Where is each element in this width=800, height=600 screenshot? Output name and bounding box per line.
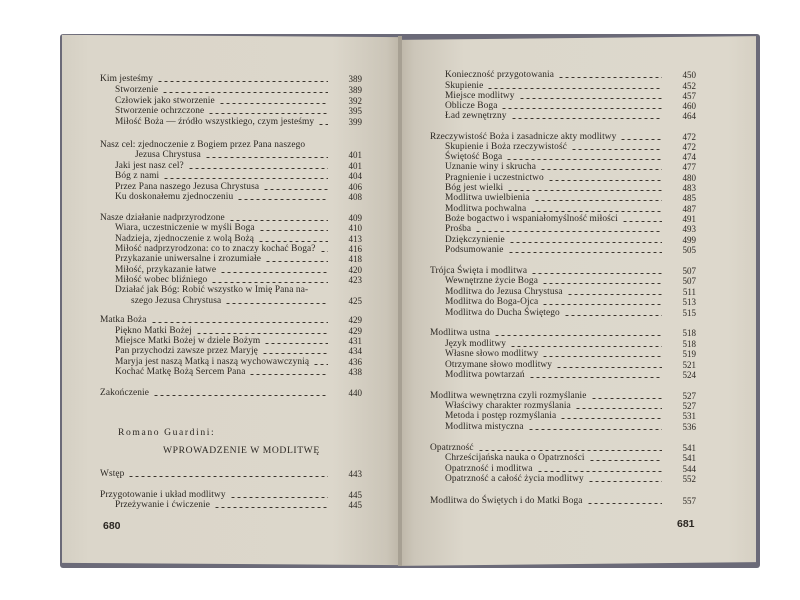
toc-entry: [115, 171, 159, 181]
toc-page-number: 505: [682, 245, 696, 255]
dot-leader: [564, 315, 662, 316]
toc-page-number: 429: [348, 326, 362, 336]
dot-leader: [542, 356, 662, 357]
toc-entry-title: Modlitwa mistyczna: [445, 422, 524, 432]
toc-page-number: 438: [348, 367, 362, 377]
toc-entry-title: Wiara, uczestniczenie w myśli Boga: [115, 223, 255, 233]
toc-entry-title: Miłość Boża — źródło wszystkiego, czym jesteśmy: [115, 117, 315, 127]
toc-page-number: 521: [682, 360, 696, 370]
toc-page-number: 406: [348, 182, 362, 192]
dot-leader: [214, 507, 328, 508]
toc-entry-title: Modlitwa powtarzań: [445, 370, 525, 380]
toc-entry: [445, 235, 505, 245]
toc-entry: [445, 401, 571, 411]
dot-leader: [588, 481, 662, 482]
dot-leader: [560, 418, 662, 419]
dot-leader: [509, 242, 662, 243]
toc-entry-title: Piękno Matki Bożej: [115, 326, 192, 336]
toc-entry-title: Język modlitwy: [445, 339, 507, 349]
toc-entry: [430, 328, 490, 338]
toc-entry-title: Prośba: [445, 224, 472, 234]
book-gutter: [398, 36, 402, 566]
toc-page-number: 499: [682, 235, 696, 245]
toc-page-number: 401: [348, 150, 362, 160]
dot-leader: [622, 221, 662, 222]
right-page-number: 681: [677, 518, 695, 530]
toc-entry: [445, 308, 560, 318]
toc-entry-title: Rzeczywistość Boża i zasadnicze akty modlitwy: [430, 132, 617, 142]
toc-entry: [445, 142, 567, 152]
dot-leader: [219, 103, 328, 104]
toc-entry-title: Bóg z nami: [115, 171, 160, 181]
dot-leader: [591, 398, 662, 399]
toc-page-number: 389: [348, 74, 362, 84]
dot-leader: [530, 211, 662, 212]
toc-entry-title: Bóg jest wielki: [445, 183, 504, 193]
dot-leader: [318, 124, 328, 125]
dot-leader: [556, 367, 662, 368]
toc-entry: [445, 287, 563, 297]
dot-leader: [534, 200, 662, 201]
dot-leader: [128, 476, 328, 477]
toc-entry: [115, 85, 158, 95]
dot-leader: [265, 261, 328, 262]
toc-entry: [115, 117, 314, 127]
dot-leader: [196, 333, 328, 334]
dot-leader: [225, 303, 328, 304]
dot-leader: [571, 149, 662, 150]
toc-page-number: 531: [682, 411, 696, 421]
dot-leader: [589, 460, 662, 461]
toc-entry-title: Uznanie winy i skrucha: [445, 162, 536, 172]
toc-entry-title: Modlitwa do Świętych i do Matki Boga: [430, 496, 583, 506]
toc-page-number: 524: [682, 370, 696, 380]
toc-page-number: 480: [682, 173, 696, 183]
toc-page-number: 527: [682, 401, 696, 411]
dot-leader: [205, 157, 328, 158]
toc-entry: [115, 223, 255, 233]
toc-entry-title: Jaki jest nasz cel?: [115, 161, 184, 171]
toc-entry: [445, 70, 554, 80]
dot-leader: [548, 180, 662, 181]
dot-leader: [153, 395, 328, 396]
toc-page-number: 452: [682, 81, 696, 91]
toc-entry-title: Oblicze Boga: [445, 101, 498, 111]
toc-entry: [115, 161, 184, 171]
toc-entry: [115, 357, 309, 367]
dot-leader: [475, 231, 662, 232]
toc-entry: [115, 192, 233, 202]
toc-page-number: 401: [348, 161, 362, 171]
toc-page-number: 519: [682, 349, 696, 359]
toc-entry: [445, 224, 471, 234]
toc-entry-title: Modlitwa do Ducha Świętego: [445, 308, 560, 318]
toc-page-number: 491: [682, 214, 696, 224]
toc-entry: [445, 297, 538, 307]
toc-entry: [445, 349, 538, 359]
toc-page-number: 518: [682, 339, 696, 349]
dot-leader: [487, 88, 662, 89]
toc-entry-title: Pan przychodzi zawsze przez Maryję: [115, 346, 258, 356]
toc-page-number: 485: [682, 193, 696, 203]
toc-entry-title: Chrześcijańska nauka o Opatrzności: [445, 453, 585, 463]
toc-entry: [445, 411, 556, 421]
dot-leader: [540, 169, 662, 170]
toc-entry: [445, 193, 530, 203]
toc-page-number: 557: [682, 496, 696, 506]
toc-entry: [445, 183, 503, 193]
toc-page-number: 418: [348, 254, 362, 264]
toc-entry-title: Nadzieja, zjednoczenie z wolą Bożą: [115, 234, 255, 244]
toc-entry-title: Trójca Święta i modlitwa: [430, 266, 528, 276]
dot-leader: [558, 77, 662, 78]
toc-page-number: 440: [348, 388, 362, 398]
toc-page-number: 483: [682, 183, 696, 193]
toc-entry-title: Stworzenie: [115, 85, 159, 95]
dot-leader: [507, 190, 662, 191]
dot-leader: [531, 273, 662, 274]
dot-leader: [542, 304, 662, 305]
toc-page-number: 389: [348, 85, 362, 95]
toc-page-number: 544: [682, 464, 696, 474]
toc-entry-title: Przez Pana naszego Jezusa Chrystusa: [115, 182, 260, 192]
toc-entry-title: Skupienie i Boża rzeczywistość: [445, 142, 567, 152]
dot-leader: [211, 282, 328, 283]
toc-entry-title: Miłość wobec bliźniego: [115, 275, 208, 285]
toc-page-number: 493: [682, 224, 696, 234]
toc-entry-title: Modlitwa do Boga-Ojca: [445, 297, 539, 307]
toc-entry: [445, 214, 618, 224]
toc-entry: [445, 370, 525, 380]
dot-leader: [528, 429, 662, 430]
toc-entry-title: Modlitwa pochwalna: [445, 204, 527, 214]
toc-entry: [115, 96, 215, 106]
toc-entry: [115, 346, 258, 356]
toc-entry-title: Wewnętrzne życie Boga: [445, 276, 538, 286]
toc-entry-title: Maryja jest naszą Matką i naszą wychowawczynią: [115, 357, 310, 367]
left-page-number: 680: [103, 520, 121, 532]
toc-entry: [115, 500, 210, 510]
toc-entry-title: Otrzymane słowo modlitwy: [445, 360, 553, 370]
dot-leader: [567, 294, 662, 295]
toc-entry-title: Modlitwa do Jezusa Chrystusa: [445, 287, 563, 297]
toc-entry: [445, 204, 526, 214]
toc-entry: [100, 315, 147, 325]
toc-entry: [445, 245, 504, 255]
toc-entry-title: Opatrzność: [430, 443, 474, 453]
toc-entry: [430, 266, 527, 276]
toc-page-number: 425: [348, 296, 362, 306]
toc-entry: [445, 464, 533, 474]
toc-entry-title: Wstęp: [100, 469, 125, 479]
toc-entry: [131, 296, 221, 306]
toc-entry-title: Podsumowanie: [445, 245, 504, 255]
dot-leader: [478, 450, 662, 451]
toc-entry: [445, 422, 524, 432]
toc-entry-title: Zakończenie: [100, 388, 149, 398]
toc-page-number: 429: [348, 315, 362, 325]
toc-page-number: 445: [348, 500, 362, 510]
toc-entry: [445, 339, 506, 349]
toc-entry-title: Właściwy charakter rozmyślania: [445, 401, 571, 411]
toc-entry: [115, 285, 308, 295]
toc-entry: [100, 74, 153, 84]
toc-entry: [135, 150, 201, 160]
dot-leader: [511, 118, 662, 119]
toc-entry-title: Miłość nadprzyrodzona: co to znaczy kochać Boga?: [115, 244, 316, 254]
toc-entry-title: Przykazanie uniwersalne i zrozumiałe: [115, 254, 261, 264]
toc-entry-title: Miejsce Matki Bożej w dziele Bożym: [115, 336, 261, 346]
dot-leader: [188, 168, 328, 169]
toc-page-number: 423: [348, 275, 362, 285]
toc-entry-title: Kochać Matkę Bożą Sercem Pana: [115, 367, 246, 377]
dot-leader: [508, 252, 663, 253]
dot-leader: [529, 377, 662, 378]
toc-page-number: 464: [682, 111, 696, 121]
toc-entry: [445, 276, 538, 286]
toc-page-number: 527: [682, 391, 696, 401]
toc-entry-title: Ku doskonałemu zjednoczeniu: [115, 192, 234, 202]
toc-page-number: 395: [348, 106, 362, 116]
dot-leader: [519, 98, 662, 99]
toc-page-number: 507: [682, 266, 696, 276]
toc-page-number: 443: [348, 469, 362, 479]
toc-entry-title: Miejsce modlitwy: [445, 91, 515, 101]
toc-entry-title: Konieczność przygotowania: [445, 70, 554, 80]
toc-page-number: 474: [682, 152, 696, 162]
toc-entry-title: Modlitwa uwielbienia: [445, 193, 530, 203]
toc-entry: [445, 111, 507, 121]
toc-entry: [115, 336, 260, 346]
toc-entry: [430, 391, 587, 401]
dot-leader: [230, 497, 328, 498]
toc-entry-title: Opatrzność i modlitwa: [445, 464, 533, 474]
toc-entry-title: Przeżywanie i ćwiczenie: [115, 500, 210, 510]
toc-entry: [445, 474, 584, 484]
toc-entry-title: Matka Boża: [100, 315, 147, 325]
toc-page-number: 436: [348, 357, 362, 367]
toc-page-number: 408: [348, 192, 362, 202]
toc-page-number: 404: [348, 171, 362, 181]
toc-entry: [100, 140, 305, 150]
toc-entry-title: Opatrzność a całość życia modlitwy: [445, 474, 584, 484]
toc-page-number: 541: [682, 453, 696, 463]
toc-entry: [430, 443, 474, 453]
toc-entry: [445, 162, 536, 172]
toc-page-number: 477: [682, 162, 696, 172]
dot-leader: [620, 139, 662, 140]
dot-leader: [510, 346, 662, 347]
toc-entry: [445, 360, 552, 370]
toc-entry-title: Metoda i postęp rozmyślania: [445, 411, 557, 421]
dot-leader: [494, 335, 662, 336]
toc-page-number: 410: [348, 223, 362, 233]
toc-entry-title: Działać jak Bóg: Robić wszystko w Imię Pana na-: [115, 285, 309, 295]
toc-entry-title: Nasz cel: zjednoczenie z Bogiem przez Pana naszego: [100, 140, 306, 150]
section-title: WPROWADZENIE W MODLITWĘ: [163, 445, 320, 456]
toc-page-number: 472: [682, 142, 696, 152]
dot-leader: [575, 408, 662, 409]
toc-entry: [100, 469, 124, 479]
toc-entry-title: Jezusa Chrystusa: [135, 150, 201, 160]
toc-page-number: 416: [348, 244, 362, 254]
toc-entry: [430, 132, 616, 142]
toc-entry-title: Miłość, przykazanie łatwe: [115, 265, 217, 275]
toc-entry: [445, 91, 515, 101]
toc-entry: [115, 326, 192, 336]
toc-page-number: 399: [348, 117, 362, 127]
toc-entry: [115, 275, 207, 285]
toc-page-number: 518: [682, 328, 696, 338]
dot-leader: [263, 189, 328, 190]
toc-entry: [100, 388, 149, 398]
toc-entry-title: Kim jesteśmy: [100, 74, 154, 84]
toc-page-number: 413: [348, 234, 362, 244]
dot-leader: [237, 199, 328, 200]
toc-entry-title: Dziękczynienie: [445, 235, 505, 245]
toc-entry-title: Świętość Boga: [445, 152, 503, 162]
toc-entry-title: szego Jezusa Chrystusa: [131, 296, 222, 306]
toc-entry-title: Ład zewnętrzny: [445, 111, 507, 121]
dot-leader: [157, 81, 328, 82]
dot-leader: [229, 220, 328, 221]
toc-entry: [430, 496, 583, 506]
toc-entry-title: Własne słowo modlitwy: [445, 349, 539, 359]
toc-entry-title: Boże bogactwo i wspaniałomyślność miłości: [445, 214, 618, 224]
toc-page-number: 409: [348, 213, 362, 223]
toc-page-number: 552: [682, 474, 696, 484]
toc-entry-title: Skupienie: [445, 81, 484, 91]
toc-entry: [445, 173, 544, 183]
toc-entry: [445, 152, 502, 162]
toc-entry: [115, 244, 316, 254]
toc-entry: [115, 234, 254, 244]
toc-page-number: 431: [348, 336, 362, 346]
toc-entry: [115, 182, 259, 192]
dot-leader: [249, 374, 328, 375]
toc-entry-title: Przygotowanie i układ modlitwy: [100, 490, 226, 500]
dot-leader: [258, 241, 328, 242]
toc-page-number: 420: [348, 265, 362, 275]
dot-leader: [501, 108, 662, 109]
toc-page-number: 457: [682, 91, 696, 101]
toc-page-number: 450: [682, 70, 696, 80]
dot-leader: [264, 343, 328, 344]
toc-page-number: 445: [348, 490, 362, 500]
toc-entry: [115, 265, 216, 275]
toc-entry: [115, 254, 261, 264]
dot-leader: [259, 230, 328, 231]
toc-entry-title: Modlitwa wewnętrzna czyli rozmyślanie: [430, 391, 587, 401]
dot-leader: [506, 159, 662, 160]
toc-page-number: 460: [682, 101, 696, 111]
toc-entry-title: Nasze działanie nadprzyrodzone: [100, 213, 225, 223]
dot-leader: [220, 272, 328, 273]
toc-entry: [100, 490, 226, 500]
dot-leader: [162, 92, 328, 93]
toc-page-number: 434: [348, 346, 362, 356]
dot-leader: [537, 471, 663, 472]
toc-entry: [445, 453, 585, 463]
toc-entry-title: Człowiek jako stworzenie: [115, 96, 215, 106]
toc-entry: [445, 101, 497, 111]
dot-leader: [542, 283, 662, 284]
toc-page-number: 392: [348, 96, 362, 106]
toc-page-number: 515: [682, 308, 696, 318]
dot-leader: [587, 503, 662, 504]
dot-leader: [313, 364, 328, 365]
toc-page-number: 511: [682, 287, 696, 297]
toc-entry: [115, 106, 204, 116]
toc-page-number: 513: [682, 297, 696, 307]
toc-entry: [100, 213, 225, 223]
toc-entry: [445, 81, 483, 91]
toc-page-number: 541: [682, 443, 696, 453]
dot-leader: [151, 322, 328, 323]
toc-page-number: 487: [682, 204, 696, 214]
toc-page-number: 472: [682, 132, 696, 142]
author-heading: Romano Guardini:: [118, 427, 216, 438]
dot-leader: [163, 178, 328, 179]
toc-entry-title: Pragnienie i uczestnictwo: [445, 173, 544, 183]
toc-page-number: 536: [682, 422, 696, 432]
toc-entry-title: Stworzenie ochrzczone: [115, 106, 205, 116]
toc-entry: [115, 367, 245, 377]
dot-leader: [320, 251, 328, 252]
dot-leader: [262, 353, 328, 354]
toc-entry-title: Modlitwa ustna: [430, 328, 490, 338]
toc-page-number: 507: [682, 276, 696, 286]
dot-leader: [208, 113, 328, 114]
